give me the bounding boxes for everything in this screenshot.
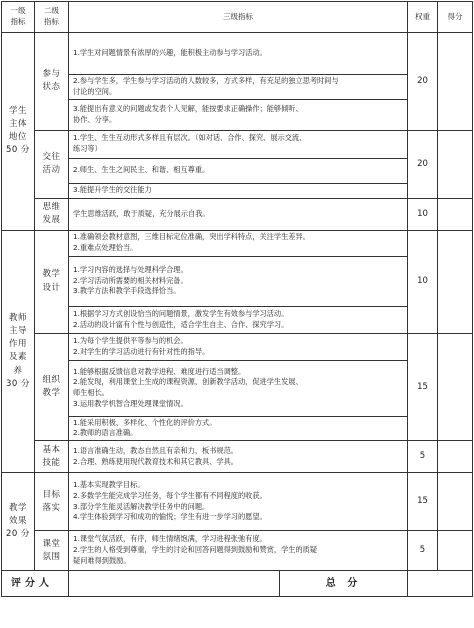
level3-indicator-cell: 1.学习内容的选择与处理科学合理。 2.学习活动所需要的相关材料完备。 3.教学方法和教学手段选择恰当。 (69, 256, 408, 306)
rater-input[interactable] (69, 571, 280, 596)
indicator-row (2, 441, 473, 473)
level3-indicator-cell: 2.参与学生多，学生参与学习活动的人数较多，方式多样，有充足的独立思考时间与 讨论的空间。 (69, 75, 408, 100)
weight-cell: 5 (408, 441, 438, 473)
level3-indicator-cell: 1.课堂气氛活跃，有序，师生情绪饱满，学习进程张弛有度。 2.学生的人格受到尊重，学生的讨论和回答问题得到鼓励和赞赏，学生的质疑 疑问难得到鼓励。 (69, 531, 408, 571)
indicator-row (2, 75, 473, 100)
indicator-row (2, 230, 473, 256)
footer-middle-cell (69, 571, 408, 597)
level3-indicator-cell: 1.语言准确生动，教态自然且有亲和力，板书规范。 2.合理、熟练使用现代教育技术和其它教具、学具。 (69, 441, 408, 473)
header-level1: 一级 指标 (2, 2, 35, 33)
score-input-cell[interactable] (438, 441, 473, 473)
weight-cell: 5 (408, 531, 438, 571)
indicator-row (2, 306, 473, 333)
header-level2: 二级 指标 (35, 2, 69, 33)
score-input-cell[interactable] (438, 130, 473, 198)
score-input-cell[interactable] (438, 473, 473, 531)
indicator-row (2, 256, 473, 306)
level1-cell: 教师 主导 作用 及素 养 30 分 (2, 230, 35, 473)
header-level3: 三级指标 (69, 2, 408, 33)
level3-indicator-cell: 1.基本实现教学目标。 2.多数学生能完成学习任务，每个学生都有不同程度的收获。 3.部分学生能灵活解决教学任务中的问题。 4.学生体验到学习和成功的愉悦；学生有进一步学习的愿望。 (69, 473, 408, 531)
level3-indicator-cell: 1.根据学习方式创设恰当的问题情景，激发学生有效参与学习活动。 2.活动的设计富有个性与创造性，适合学生自主、合作、探究学习。 (69, 306, 408, 333)
evaluation-table (1, 1, 473, 597)
level3-indicator-cell: 1.能采用积极、多样化、个性化的评价方式。 2.教师的语言准确。 (69, 416, 408, 441)
header-weight: 权重 (408, 2, 438, 33)
indicator-row (2, 198, 473, 230)
indicator-row (2, 360, 473, 416)
header-row (2, 2, 473, 33)
weight-cell: 10 (408, 198, 438, 230)
score-input-cell[interactable] (438, 531, 473, 571)
indicator-row (2, 158, 473, 183)
level1-cell: 教学 效果 20 分 (2, 473, 35, 571)
indicator-row (2, 333, 473, 360)
level3-indicator-cell: 1.学生对问题情景有浓厚的兴趣，能积极主动参与学习活动。 (69, 33, 408, 75)
level3-indicator-cell: 1.为每个学生提供平等参与的机会。 2.对学生的学习活动进行有针对性的指导。 (69, 333, 408, 360)
level3-indicator-cell: 2.师生、生生之间民主、和谐、相互尊重。 (69, 158, 408, 183)
score-input-cell[interactable] (438, 333, 473, 441)
level1-cell: 学生 主体 地位 50 分 (2, 33, 35, 231)
weight-cell: 15 (408, 473, 438, 531)
level3-indicator-cell: 1.学生、生生互动形式多样且有层次。（如对话、合作、探究、展示交流、 练习等） (69, 130, 408, 158)
level3-indicator-cell: 1.能够根据反馈信息对教学进程、难度进行适当调整。 2.能发现，利用课堂上生成的课程资源，创新教学活动，促进学生发展、 师生相长。 3.运用教学机智合理处理课堂情况。 (69, 360, 408, 416)
indicator-row (2, 183, 473, 198)
level2-cell: 教学 设计 (35, 230, 69, 333)
header-score: 得分 (438, 2, 473, 33)
level2-cell: 基本 技能 (35, 441, 69, 473)
score-input-cell[interactable] (438, 198, 473, 230)
weight-cell: 20 (408, 130, 438, 198)
weight-cell: 15 (408, 333, 438, 441)
level3-indicator-cell: 学生思维活跃，敢于质疑，充分展示自我。 (69, 198, 408, 230)
rater-label: 评分人 (2, 571, 69, 597)
level3-indicator-cell: 3.能提升学生的交往能力 (69, 183, 408, 198)
indicator-row (2, 473, 473, 531)
indicator-row (2, 416, 473, 441)
level2-cell: 思维 发展 (35, 198, 69, 230)
level2-cell: 交往 活动 (35, 130, 69, 198)
indicator-row (2, 33, 473, 75)
indicator-row (2, 99, 473, 130)
total-label: 总 分 (325, 578, 362, 590)
weight-cell: 10 (408, 230, 438, 333)
weight-cell: 20 (408, 33, 438, 131)
level2-cell: 目标 落实 (35, 473, 69, 531)
level3-indicator-cell: 3.能提出有意义的问题或发表个人见解，能按要求正确操作；能够倾听、 协作、分享。 (69, 99, 408, 130)
footer-row (2, 571, 473, 597)
indicator-row (2, 130, 473, 158)
indicator-row (2, 531, 473, 571)
level2-cell: 参与 状态 (35, 33, 69, 131)
score-input-cell[interactable] (438, 33, 473, 131)
total-score-input[interactable] (408, 571, 473, 597)
score-input-cell[interactable] (438, 230, 473, 333)
level2-cell: 课堂 氛围 (35, 531, 69, 571)
level3-indicator-cell: 1.准确领会教材意图，三维目标定位准确，突出学科特点，关注学生差异。 2.重难点处理恰当。 (69, 230, 408, 256)
level2-cell: 组织 教学 (35, 333, 69, 441)
